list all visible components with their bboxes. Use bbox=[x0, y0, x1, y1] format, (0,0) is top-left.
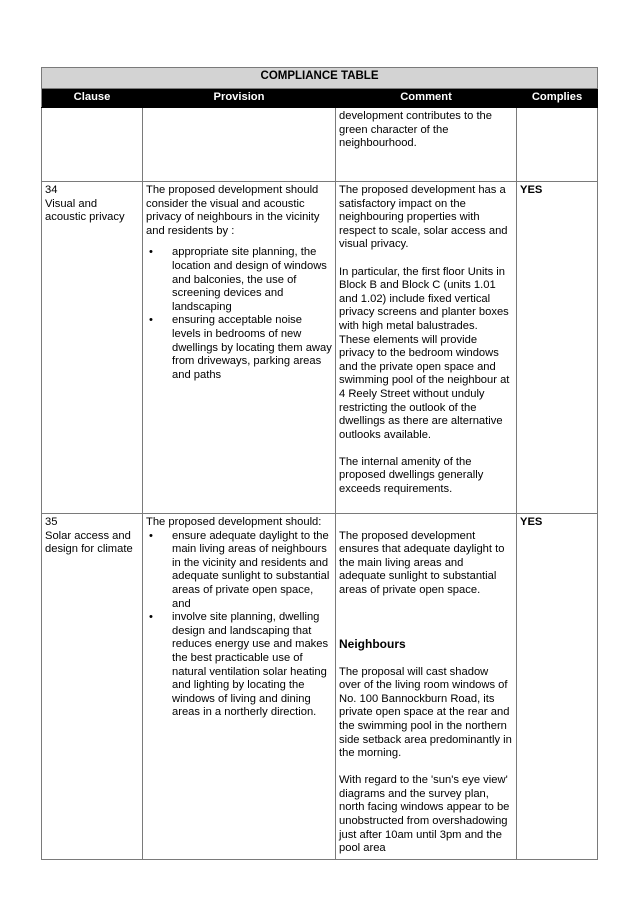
clause-name: Visual and acoustic privacy bbox=[45, 197, 125, 224]
clause-number: 34 bbox=[45, 184, 58, 196]
compliance-table bbox=[41, 67, 598, 860]
table-row bbox=[42, 514, 598, 860]
clause-cell bbox=[42, 182, 143, 514]
table-row bbox=[42, 108, 598, 182]
provision-bullet-list bbox=[146, 246, 332, 382]
provision-intro: The proposed development should: bbox=[146, 516, 322, 528]
clause-cell bbox=[42, 108, 143, 182]
comment-cell bbox=[336, 108, 517, 182]
column-header-provision: Provision bbox=[143, 89, 336, 108]
complies-cell: YES bbox=[517, 182, 598, 514]
provision-cell bbox=[143, 182, 336, 514]
provision-bullet: • involve site planning, dwelling design and landscaping that reduces energy use and makes the best practicable use of natural ventilation solar heating and lighting by locating the windows of living and dining areas in a northerly direction. bbox=[172, 611, 332, 720]
table-header-row bbox=[42, 89, 598, 108]
provision-bullet: • ensure adequate daylight to the main living areas of neighbours in the vicinity and residents and adequate sunlight to substantial areas of private open space, and bbox=[172, 530, 332, 612]
comment-paragraph: The proposed development ensures that adequate daylight to the main living areas and adequate sunlight to substantial areas of private open space. bbox=[339, 529, 505, 596]
table-row bbox=[42, 182, 598, 514]
comment-text: development contributes to the green character of the neighbourhood. bbox=[339, 110, 492, 150]
complies-cell: YES bbox=[517, 514, 598, 860]
provision-intro: The proposed development should consider the visual and acoustic privacy of neighbours in the vicinity and residents by : bbox=[146, 184, 320, 237]
comment-paragraph: These elements will provide privacy to the bedroom windows and the private open space and swimming pool of the neighbour at 4 Reely Street without unduly restricting the outlook of the dwellings as there are alternative outlooks available. bbox=[339, 333, 510, 441]
comment-paragraph: With regard to the 'sun's eye view' diagrams and the survey plan, north facing windows appear to be unobstructed from overshadowing just after 10am until 3pm and the pool area bbox=[339, 774, 510, 855]
provision-cell bbox=[143, 108, 336, 182]
provision-bullet: • ensuring acceptable noise levels in bedrooms of new dwellings by locating them away from driveways, parking areas and paths bbox=[172, 314, 332, 382]
provision-cell bbox=[143, 514, 336, 860]
column-header-clause: Clause bbox=[42, 89, 143, 108]
table-title: COMPLIANCE TABLE bbox=[42, 68, 598, 89]
column-header-complies: Complies bbox=[517, 89, 598, 108]
comment-paragraph: The proposal will cast shadow over of the living room windows of No. 100 Bannockburn Road, its private open space at the rear and the swimming pool in the northern side setback area predominantly in the morning. bbox=[339, 665, 512, 760]
comment-cell bbox=[336, 514, 517, 860]
clause-name: Solar access and design for climate bbox=[45, 529, 133, 556]
clause-cell bbox=[42, 514, 143, 860]
provision-bullet-list bbox=[146, 530, 332, 720]
comment-paragraph: In particular, the first floor Units in Block B and Block C (units 1.01 and 1.02) include fixed vertical privacy screens and planter boxes with high metal balustrades. bbox=[339, 265, 509, 332]
comment-subheading: Neighbours bbox=[339, 637, 406, 652]
comment-paragraph: The internal amenity of the proposed dwellings generally exceeds requirements. bbox=[339, 455, 484, 496]
complies-cell bbox=[517, 108, 598, 182]
comment-cell bbox=[336, 182, 517, 514]
clause-number: 35 bbox=[45, 516, 58, 528]
column-header-comment: Comment bbox=[336, 89, 517, 108]
comment-paragraph: The proposed development has a satisfactory impact on the neighbouring properties with respect to scale, solar access and visual privacy. bbox=[339, 184, 508, 251]
provision-bullet: • appropriate site planning, the location and design of windows and balconies, the use of screening devices and landscaping bbox=[172, 246, 332, 314]
